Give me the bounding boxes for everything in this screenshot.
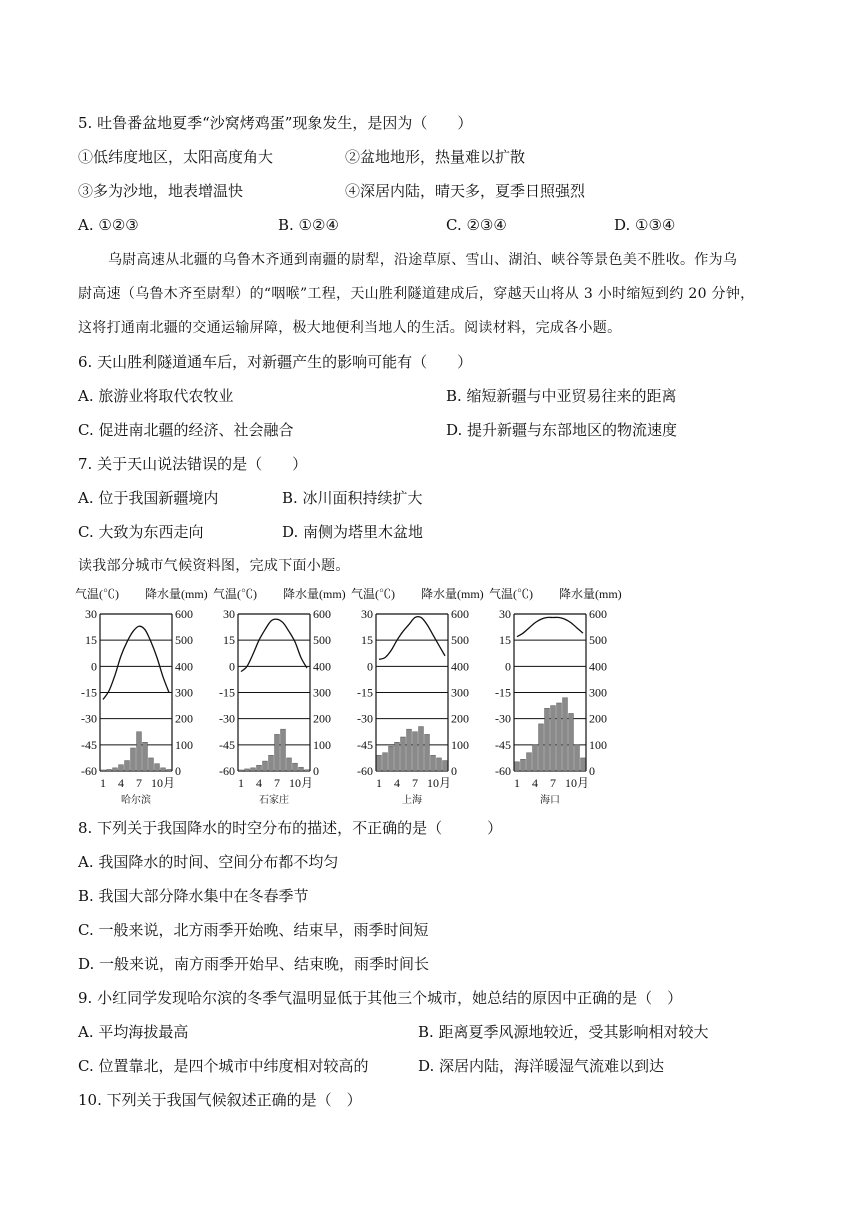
temperature-line	[379, 617, 445, 660]
month-tick-label: 1	[238, 776, 244, 790]
precipitation-bar	[149, 758, 154, 771]
temperature-axis-label: 气温(℃)	[489, 587, 533, 601]
precipitation-bar	[143, 742, 148, 771]
q6-option-c: C. 促进南北疆的经济、社会融合	[78, 421, 294, 439]
q6-option-d: D. 提升新疆与东部地区的物流速度	[446, 421, 678, 439]
precipitation-bar	[281, 729, 286, 771]
precipitation-bar	[575, 745, 580, 771]
q9-option-a: A. 平均海拔最高	[78, 1023, 189, 1041]
temperature-tick-label: -15	[495, 685, 511, 700]
month-tick-label: 4	[118, 776, 124, 790]
q5-item-4: ④深居内陆，晴天多，夏季日照强烈	[345, 182, 586, 200]
precipitation-bar	[125, 761, 130, 771]
city-caption: 海口	[540, 795, 560, 806]
precipitation-tick-label: 400	[313, 659, 331, 674]
q10-stem: 10. 下列关于我国气候叙述正确的是（ ）	[78, 1091, 362, 1109]
precipitation-tick-label: 300	[313, 685, 331, 700]
precipitation-bar	[251, 768, 256, 771]
precipitation-tick-label: 500	[313, 633, 331, 648]
month-tick-label: 1	[100, 776, 106, 790]
temperature-tick-label: 15	[223, 633, 235, 648]
precipitation-bar	[257, 765, 262, 771]
temperature-tick-label: 30	[499, 607, 511, 621]
precipitation-bar	[431, 755, 436, 771]
temperature-tick-label: -45	[81, 737, 97, 752]
precipitation-tick-label: 600	[451, 607, 469, 621]
q7-option-b: B. 冰川面积持续扩大	[282, 489, 423, 507]
precipitation-bar	[377, 755, 382, 771]
q7-option-d: D. 南侧为塔里木盆地	[282, 523, 424, 541]
precipitation-tick-label: 0	[589, 764, 595, 778]
month-tick-label: 10月	[150, 776, 176, 790]
q5-stem: 5. 吐鲁番盆地夏季“沙窝烤鸡蛋”现象发生，是因为（ ）	[78, 114, 473, 132]
precipitation-tick-label: 400	[175, 659, 193, 674]
precipitation-tick-label: 400	[589, 659, 607, 674]
temperature-axis-label: 气温(℃)	[75, 587, 119, 601]
precipitation-tick-label: 100	[313, 737, 331, 752]
precipitation-bar	[443, 761, 448, 771]
precipitation-bar	[305, 770, 310, 771]
temperature-tick-label: -60	[81, 764, 97, 778]
precipitation-tick-label: 500	[589, 633, 607, 648]
month-tick-label: 7	[274, 776, 280, 790]
precipitation-bar	[167, 769, 172, 771]
precipitation-tick-label: 600	[175, 607, 193, 621]
precipitation-tick-label: 300	[589, 685, 607, 700]
temperature-tick-label: -60	[495, 764, 511, 778]
precipitation-tick-label: 500	[451, 633, 469, 648]
precipitation-bar	[131, 748, 136, 771]
climate-chart-svg	[489, 584, 624, 806]
precipitation-bar	[407, 729, 412, 771]
temperature-line	[517, 617, 583, 636]
temperature-tick-label: 0	[505, 659, 511, 674]
precipitation-axis-label: 降水量(mm)	[145, 587, 208, 601]
chart-intro: 读我部分城市气候资料图，完成下面小题。	[78, 558, 350, 574]
q7-stem: 7. 关于天山说法错误的是（ ）	[78, 455, 308, 473]
temperature-tick-label: -30	[81, 711, 97, 726]
precipitation-bar	[395, 742, 400, 771]
precipitation-bar	[107, 769, 112, 771]
precipitation-tick-label: 100	[451, 737, 469, 752]
precipitation-axis-label: 降水量(mm)	[283, 587, 346, 601]
precipitation-bar	[425, 734, 430, 771]
temperature-tick-label: 15	[85, 633, 97, 648]
q5-item-1: ①低纬度地区，太阳高度角大	[78, 148, 274, 166]
passage-line-1: 乌尉高速从北疆的乌鲁木齐通到南疆的尉犁，沿途草原、雪山、湖泊、峡谷等景色美不胜收。作为乌	[108, 252, 738, 268]
month-tick-label: 10月	[288, 776, 314, 790]
precipitation-bar	[119, 765, 124, 771]
precipitation-bar	[581, 758, 586, 771]
precipitation-axis-label: 降水量(mm)	[421, 587, 484, 601]
precipitation-bar	[101, 770, 106, 771]
precipitation-tick-label: 200	[175, 711, 193, 726]
precipitation-tick-label: 600	[589, 607, 607, 621]
q6-option-b: B. 缩短新疆与中亚贸易往来的距离	[446, 387, 677, 405]
precipitation-bar	[419, 727, 424, 771]
temperature-tick-label: 0	[229, 659, 235, 674]
city-caption: 哈尔滨	[121, 795, 151, 806]
month-tick-label: 10月	[426, 776, 452, 790]
precipitation-bar	[263, 761, 268, 771]
temperature-tick-label: -45	[219, 737, 235, 752]
precipitation-tick-label: 600	[313, 607, 331, 621]
month-tick-label: 4	[394, 776, 400, 790]
precipitation-bar	[137, 732, 142, 771]
q8-option-c: C. 一般来说，北方雨季开始晚、结束早，雨季时间短	[78, 921, 429, 939]
temperature-axis-label: 气温(℃)	[213, 587, 257, 601]
precipitation-bar	[545, 708, 550, 771]
q7-option-c: C. 大致为东西走向	[78, 523, 204, 541]
q7-option-a: A. 位于我国新疆境内	[78, 489, 219, 507]
month-tick-label: 1	[376, 776, 382, 790]
precipitation-bar	[155, 764, 160, 771]
q8-option-b: B. 我国大部分降水集中在冬春季节	[78, 887, 309, 905]
climate-chart-3	[489, 584, 624, 810]
precipitation-bar	[245, 769, 250, 771]
climate-chart-0	[75, 584, 210, 810]
precipitation-bar	[413, 732, 418, 771]
precipitation-tick-label: 100	[589, 737, 607, 752]
precipitation-bar	[269, 755, 274, 771]
city-caption: 上海	[402, 795, 422, 806]
q9-option-d: D. 深居内陆，海洋暖湿气流难以到达	[418, 1057, 665, 1075]
precipitation-tick-label: 100	[175, 737, 193, 752]
precipitation-bar	[551, 706, 556, 771]
q5-option-a: A. ①②③	[78, 216, 139, 234]
month-tick-label: 7	[136, 776, 142, 790]
precipitation-tick-label: 200	[451, 711, 469, 726]
q8-option-a: A. 我国降水的时间、空间分布都不均匀	[78, 853, 339, 871]
month-tick-label: 7	[412, 776, 418, 790]
temperature-tick-label: 0	[367, 659, 373, 674]
climate-chart-svg	[351, 584, 486, 806]
city-caption: 石家庄	[259, 795, 289, 806]
q5-item-2: ②盆地地形，热量难以扩散	[345, 148, 526, 166]
q8-option-d: D. 一般来说，南方雨季开始早、结束晚，雨季时间长	[78, 955, 430, 973]
precipitation-tick-label: 0	[451, 764, 457, 778]
precipitation-tick-label: 0	[313, 764, 319, 778]
precipitation-tick-label: 200	[313, 711, 331, 726]
month-tick-label: 1	[514, 776, 520, 790]
temperature-tick-label: -60	[219, 764, 235, 778]
temperature-line	[241, 619, 307, 671]
q5-option-c: C. ②③④	[446, 216, 507, 234]
precipitation-axis-label: 降水量(mm)	[559, 587, 622, 601]
q9-stem: 9. 小红同学发现哈尔滨的冬季气温明显低于其他三个城市，她总结的原因中正确的是（ ）	[78, 989, 683, 1007]
precipitation-bar	[389, 746, 394, 771]
q6-stem: 6. 天山胜利隧道通车后，对新疆产生的影响可能有（ ）	[78, 353, 473, 371]
precipitation-bar	[515, 762, 520, 771]
temperature-tick-label: 30	[361, 607, 373, 621]
precipitation-tick-label: 200	[589, 711, 607, 726]
precipitation-tick-label: 0	[175, 764, 181, 778]
climate-chart-1	[213, 584, 348, 810]
temperature-tick-label: -30	[495, 711, 511, 726]
temperature-tick-label: -15	[219, 685, 235, 700]
precipitation-tick-label: 400	[451, 659, 469, 674]
temperature-line	[103, 626, 169, 699]
precipitation-bar	[527, 753, 532, 771]
passage-line-3: 这将打通南北疆的交通运输屏障，极大地便利当地人的生活。阅读材料，完成各小题。	[78, 320, 622, 336]
precipitation-bar	[533, 745, 538, 771]
precipitation-bar	[239, 770, 244, 771]
precipitation-bar	[521, 759, 526, 771]
precipitation-bar	[437, 758, 442, 771]
temperature-tick-label: -45	[495, 737, 511, 752]
q9-option-b: B. 距离夏季风源地较近，受其影响相对较大	[418, 1023, 709, 1041]
precipitation-bar	[113, 768, 118, 771]
q5-item-3: ③多为沙地，地表增温快	[78, 182, 244, 200]
q5-option-b: B. ①②④	[278, 216, 339, 234]
precipitation-tick-label: 300	[175, 685, 193, 700]
q5-option-d: D. ①③④	[614, 216, 676, 234]
climate-chart-svg	[75, 584, 210, 806]
precipitation-bar	[161, 768, 166, 771]
temperature-tick-label: -15	[81, 685, 97, 700]
passage-line-2: 尉高速（乌鲁木齐至尉犁）的“咽喉”工程，天山胜利隧道建成后，穿越天山将从 3 小时缩短到约 20 分钟，	[78, 286, 755, 302]
temperature-tick-label: -60	[357, 764, 373, 778]
precipitation-bar	[293, 763, 298, 771]
month-tick-label: 7	[550, 776, 556, 790]
month-tick-label: 4	[532, 776, 538, 790]
precipitation-bar	[299, 767, 304, 771]
temperature-tick-label: -30	[219, 711, 235, 726]
precipitation-bar	[557, 703, 562, 771]
temperature-tick-label: 15	[361, 633, 373, 648]
temperature-tick-label: 30	[223, 607, 235, 621]
precipitation-bar	[569, 713, 574, 771]
temperature-tick-label: -15	[357, 685, 373, 700]
climate-chart-svg	[213, 584, 348, 806]
precipitation-bar	[287, 758, 292, 771]
temperature-tick-label: 30	[85, 607, 97, 621]
precipitation-bar	[275, 734, 280, 771]
month-tick-label: 10月	[564, 776, 590, 790]
temperature-tick-label: -30	[357, 711, 373, 726]
temperature-tick-label: 15	[499, 633, 511, 648]
temperature-tick-label: -45	[357, 737, 373, 752]
precipitation-tick-label: 500	[175, 633, 193, 648]
precipitation-bar	[539, 724, 544, 771]
precipitation-bar	[401, 737, 406, 771]
temperature-axis-label: 气温(℃)	[351, 587, 395, 601]
precipitation-bar	[563, 698, 568, 771]
temperature-tick-label: 0	[91, 659, 97, 674]
precipitation-bar	[383, 753, 388, 771]
q6-option-a: A. 旅游业将取代农牧业	[78, 387, 234, 405]
q9-option-c: C. 位置靠北，是四个城市中纬度相对较高的	[78, 1057, 369, 1075]
q8-stem: 8. 下列关于我国降水的时空分布的描述，不正确的是（ ）	[78, 819, 503, 837]
month-tick-label: 4	[256, 776, 262, 790]
precipitation-tick-label: 300	[451, 685, 469, 700]
climate-chart-2	[351, 584, 486, 810]
